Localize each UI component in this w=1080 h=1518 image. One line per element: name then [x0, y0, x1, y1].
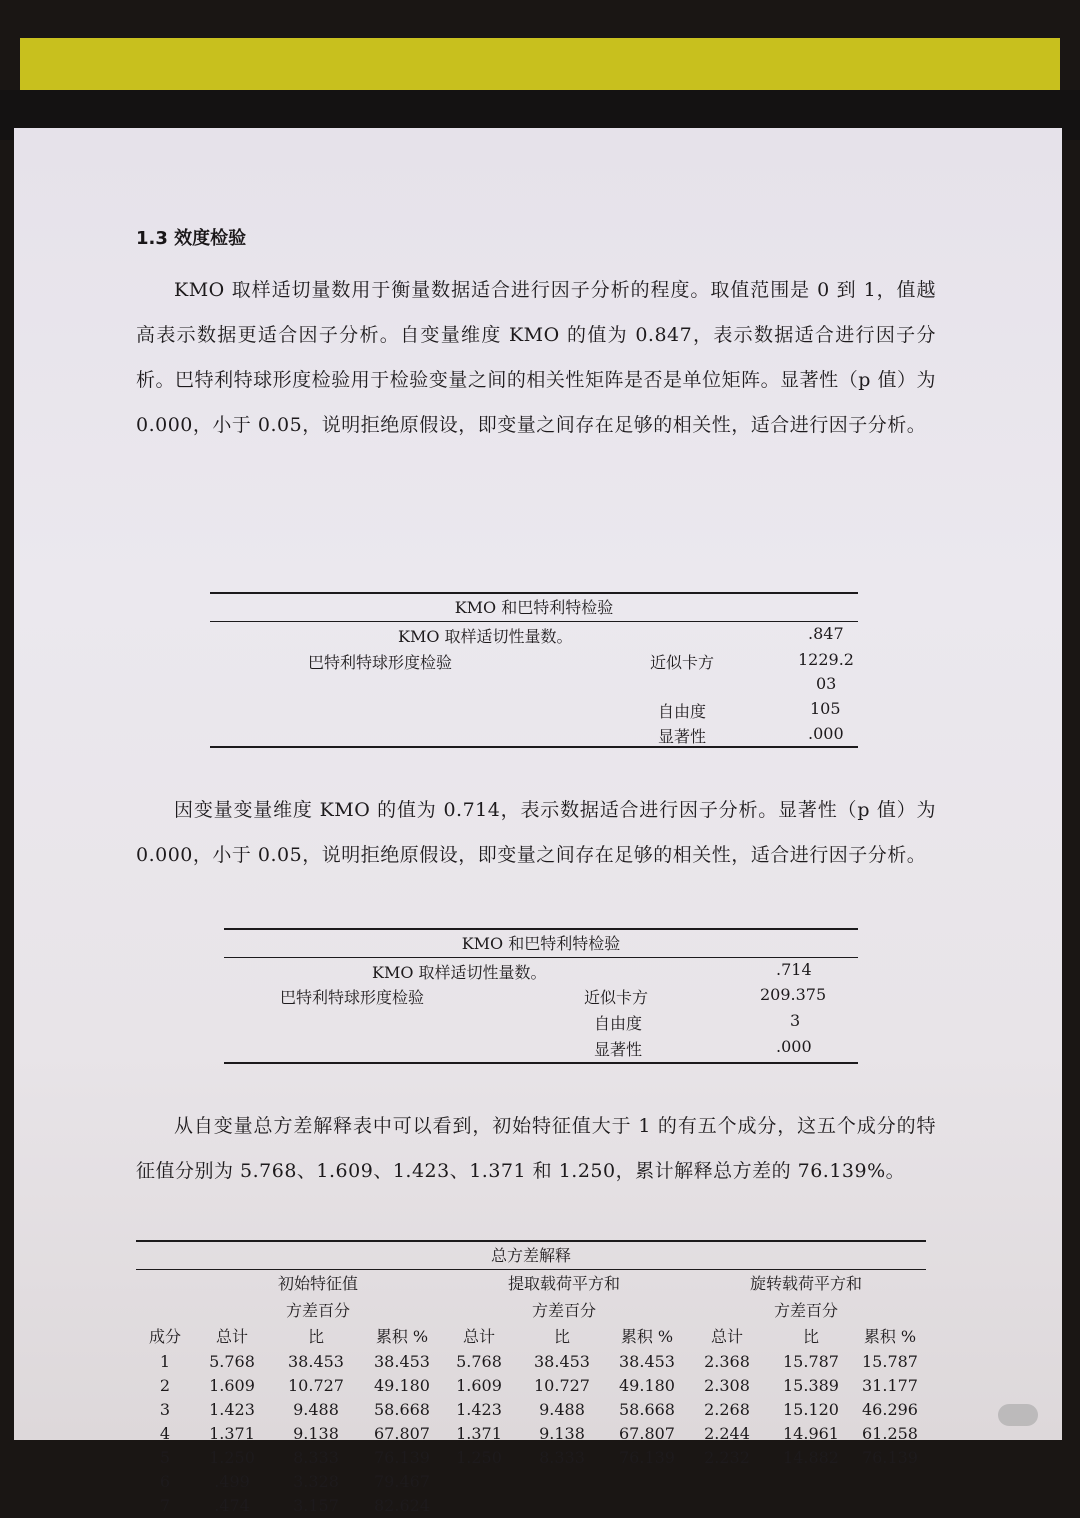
kmo-table-2-title: KMO 和巴特利特检验	[461, 934, 621, 953]
table-cell	[768, 1494, 854, 1518]
table-cell: 2.308	[704, 1376, 750, 1395]
table-cell: 76.139	[374, 1448, 430, 1467]
table-cell	[608, 1470, 686, 1494]
section-title: 1.3 效度检验	[136, 228, 247, 249]
col-header-percent: 比	[802, 1327, 819, 1346]
df-label: 自由度	[594, 1014, 643, 1033]
top-yellow-band	[20, 38, 1060, 90]
table-cell: 15.787	[783, 1352, 839, 1371]
table-cell: 58.668	[374, 1400, 430, 1419]
variance-table	[136, 1240, 926, 1518]
table-cell: 38.453	[619, 1352, 675, 1371]
table-cell: 9.488	[293, 1400, 339, 1419]
kmo-value: .714	[776, 960, 812, 979]
watermark-badge	[998, 1404, 1038, 1426]
group-header-row	[136, 1270, 926, 1297]
table-cell: 8.333	[293, 1448, 339, 1467]
table-cell: 49.180	[374, 1376, 430, 1395]
table-cell: 8.333	[539, 1448, 585, 1467]
table-cell	[516, 1470, 608, 1494]
table-cell: 58.668	[619, 1400, 675, 1419]
table-cell: 1.371	[456, 1424, 502, 1443]
table-cell: 1.609	[456, 1376, 502, 1395]
table-cell: 61.258	[862, 1424, 918, 1443]
table-cell	[686, 1470, 768, 1494]
table-row	[136, 1398, 926, 1422]
table-row	[136, 1494, 926, 1518]
sig-label: 显著性	[594, 1040, 643, 1059]
table-cell: 76.139	[619, 1448, 675, 1467]
table-cell: 38.453	[374, 1352, 430, 1371]
table-cell: 5.768	[456, 1352, 502, 1371]
table-cell: 4	[159, 1424, 171, 1443]
table-cell: 1.371	[209, 1424, 255, 1443]
kmo-table-2-body	[224, 958, 858, 1062]
bartlett-label: 巴特利特球形度检验	[280, 988, 425, 1007]
group-sub-label: 方差百分	[773, 1300, 838, 1320]
table-cell: 38.453	[288, 1352, 344, 1371]
variance-table-grid	[136, 1270, 926, 1518]
chi-value-line2: 03	[816, 674, 837, 693]
table-cell: 7	[159, 1496, 171, 1515]
sig-value: .000	[808, 724, 844, 743]
group-initial-eigenvalues: 初始特征值	[277, 1273, 358, 1293]
table-cell: 82.624	[374, 1496, 430, 1515]
table-cell: 2.244	[704, 1424, 750, 1443]
variance-table-title: 总方差解释	[490, 1246, 571, 1265]
col-header-cumulative: 累积 %	[620, 1327, 674, 1346]
table-cell: 15.787	[862, 1352, 918, 1371]
paragraph-2: 因变量变量维度 KMO 的值为 0.714，表示数据适合进行因子分析。显著性（p 值）为 0.000，小于 0.05，说明拒绝原假设，即变量之间存在足够的相关性，适合进行因子分析。	[136, 799, 936, 866]
kmo-table-1	[210, 592, 858, 748]
table-cell: 67.807	[374, 1424, 430, 1443]
sig-value: .000	[776, 1037, 812, 1056]
table-cell: 2	[159, 1376, 171, 1395]
component-header: 成分	[148, 1327, 181, 1346]
table-cell: 67.807	[619, 1424, 675, 1443]
table-rule	[224, 1062, 858, 1064]
table-cell: 1.609	[209, 1376, 255, 1395]
table-row	[136, 1350, 926, 1374]
df-value: 3	[790, 1011, 801, 1030]
table-cell	[608, 1494, 686, 1518]
kmo-table-2	[224, 928, 858, 1064]
table-rule	[210, 746, 858, 748]
group-extraction-loadings: 提取载荷平方和	[507, 1273, 620, 1293]
table-cell	[442, 1470, 516, 1494]
table-cell: 2.268	[704, 1400, 750, 1419]
kmo-table-1-title: KMO 和巴特利特检验	[454, 598, 614, 617]
table-cell: 1.250	[456, 1448, 502, 1467]
table-cell: 1.423	[456, 1400, 502, 1419]
table-cell: 3.157	[293, 1496, 339, 1515]
table-cell: 15.120	[783, 1400, 839, 1419]
col-header-cumulative: 累积 %	[863, 1327, 917, 1346]
table-cell: 31.177	[862, 1376, 918, 1395]
table-cell: 1.423	[209, 1400, 255, 1419]
table-cell: 14.882	[783, 1448, 839, 1467]
chi-label: 近似卡方	[650, 653, 715, 672]
table-cell: 2.232	[704, 1448, 750, 1467]
bartlett-label: 巴特利特球形度检验	[308, 653, 453, 672]
table-cell	[516, 1494, 608, 1518]
group-rotation-loadings: 旋转载荷平方和	[749, 1273, 862, 1293]
kmo-label: KMO 取样适切性量数。	[398, 627, 573, 646]
group-subheader-row	[136, 1297, 926, 1324]
table-cell: 79.467	[374, 1472, 430, 1491]
table-cell: 38.453	[534, 1352, 590, 1371]
col-header-percent: 比	[553, 1327, 570, 1346]
table-cell: 15.389	[783, 1376, 839, 1395]
df-value: 105	[810, 699, 841, 718]
column-header-row	[136, 1324, 926, 1350]
section-3	[136, 1104, 936, 1194]
table-cell: 1.250	[209, 1448, 255, 1467]
table-cell: 9.488	[539, 1400, 585, 1419]
table-cell: 3.328	[293, 1472, 339, 1491]
df-label: 自由度	[658, 702, 707, 721]
table-cell: .499	[214, 1472, 250, 1491]
table-cell: 76.139	[862, 1448, 918, 1467]
table-cell	[442, 1494, 516, 1518]
chi-value-line1: 1229.2	[798, 650, 854, 669]
col-header-percent: 比	[307, 1327, 324, 1346]
table-cell: 6	[159, 1472, 171, 1491]
table-cell	[768, 1470, 854, 1494]
group-sub-label: 方差百分	[531, 1300, 596, 1320]
table-cell: 9.138	[539, 1424, 585, 1443]
table-cell	[686, 1494, 768, 1518]
table-row	[136, 1446, 926, 1470]
table-cell	[854, 1494, 926, 1518]
kmo-label: KMO 取样适切性量数。	[372, 963, 547, 982]
section-2	[136, 788, 936, 878]
table-cell: 5.768	[209, 1352, 255, 1371]
table-row	[136, 1422, 926, 1446]
table-cell: .474	[214, 1496, 250, 1515]
variance-table-body	[136, 1350, 926, 1518]
table-cell: 10.727	[534, 1376, 590, 1395]
table-cell: 3	[159, 1400, 171, 1419]
table-cell: 10.727	[288, 1376, 344, 1395]
col-header-cumulative: 累积 %	[375, 1327, 429, 1346]
chi-label: 近似卡方	[584, 988, 649, 1007]
kmo-value: .847	[808, 624, 844, 643]
table-cell: 9.138	[293, 1424, 339, 1443]
table-cell: 1	[159, 1352, 171, 1371]
paragraph-1: KMO 取样适切量数用于衡量数据适合进行因子分析的程度。取值范围是 0 到 1，值越高表示数据更适合因子分析。自变量维度 KMO 的值为 0.847，表示数据适合进行因子分析。巴特利特球形度检验用于检验变量之间的相关性矩阵是否是单位矩阵。显著性（p 值）为 0.000，小于 0.05，说明拒绝原假设，即变量之间存在足够的相关性，适合进行因子分析。	[136, 279, 936, 436]
kmo-table-1-body	[210, 622, 858, 746]
table-cell: 46.296	[862, 1400, 918, 1419]
col-header-total: 总计	[462, 1327, 495, 1346]
sig-label: 显著性	[658, 727, 707, 746]
paragraph-3: 从自变量总方差解释表中可以看到，初始特征值大于 1 的有五个成分，这五个成分的特征值分别为 5.768、1.609、1.423、1.371 和 1.250，累计解释总方差的 76.139%。	[136, 1115, 936, 1182]
table-cell: 49.180	[619, 1376, 675, 1395]
blank-cell	[136, 1297, 194, 1324]
group-sub-label: 方差百分	[285, 1300, 350, 1320]
table-row	[136, 1470, 926, 1494]
document-content	[136, 224, 936, 1515]
col-header-total: 总计	[710, 1327, 743, 1346]
table-cell: 14.961	[783, 1424, 839, 1443]
chi-value: 209.375	[760, 985, 827, 1004]
table-row	[136, 1374, 926, 1398]
table-cell	[854, 1470, 926, 1494]
col-header-total: 总计	[215, 1327, 248, 1346]
document-page	[14, 128, 1062, 1515]
blank-cell	[136, 1270, 194, 1297]
table-cell: 5	[159, 1448, 171, 1467]
table-cell: 2.368	[704, 1352, 750, 1371]
